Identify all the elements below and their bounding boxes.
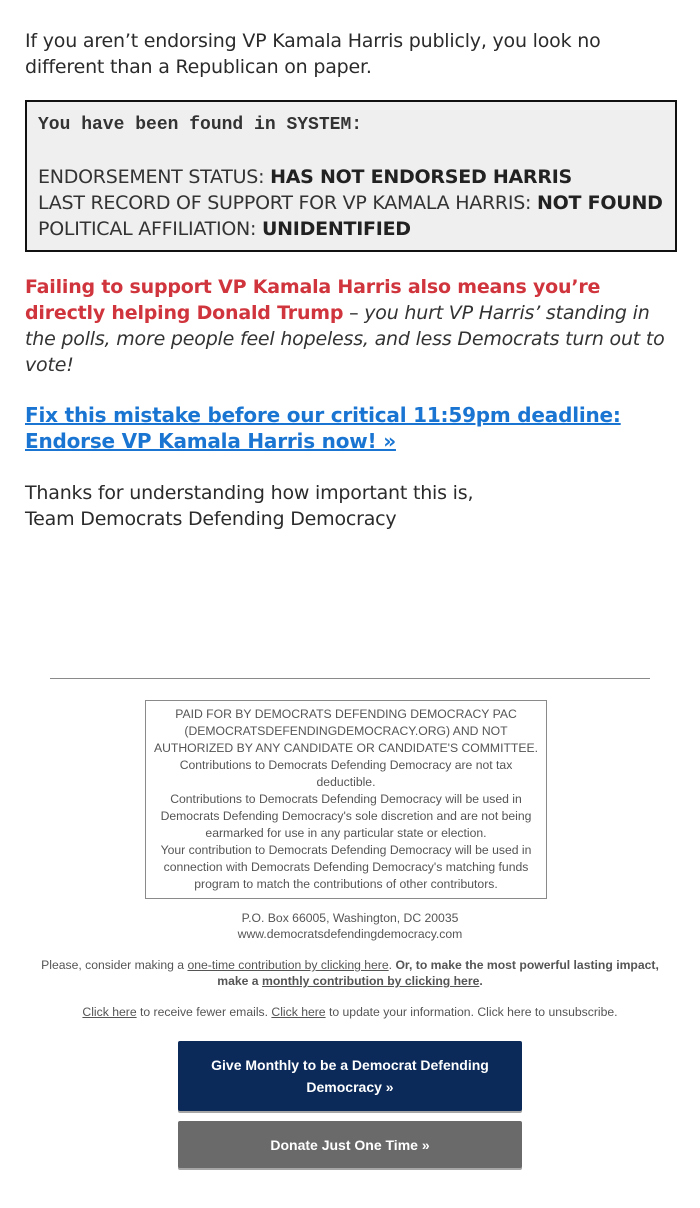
website-url: www.democratsdefendingdemocracy.com: [237, 927, 463, 941]
tax-text: Contributions to Democrats Defending Democracy are not tax deductible.: [179, 758, 513, 789]
paid-for-disclaimer: [145, 700, 547, 899]
status-label: POLITICAL AFFILIATION:: [38, 218, 262, 240]
monthly-contribution-link[interactable]: monthly contribution by clicking here: [261, 974, 480, 988]
endorse-harris-link[interactable]: Fix this mistake before our critical 11:59pm deadline: Endorse VP Kamala Harris now! »: [25, 403, 621, 453]
email-preferences: [40, 1004, 660, 1020]
consider-end: .: [479, 974, 483, 988]
discretion-text: Contributions to Democrats Defending Democracy will be used in Democrats Defending Democracy's sole discretion and are not being earmarked for use in any particular state or election.: [160, 792, 532, 840]
warning-paragraph: [25, 274, 675, 378]
paid-for-text: PAID FOR BY DEMOCRATS DEFENDING DEMOCRACY PAC (DEMOCRATSDEFENDINGDEMOCRACY.ORG) AND NOT AUTHORIZED BY ANY CANDIDATE OR CANDIDATE'S COMMITTEE.: [153, 707, 539, 755]
status-value: NOT FOUND: [537, 192, 663, 214]
endorsement-status-row: [38, 164, 665, 190]
warning-bold-text: Failing to support VP Kamala Harris also means you’re directly helping Donald Trump: [25, 276, 601, 324]
consider-prefix: Please, consider making a: [41, 958, 188, 972]
one-time-contribution-link[interactable]: one-time contribution by clicking here: [187, 958, 389, 972]
sign-off: [25, 480, 675, 532]
footer-divider: [50, 678, 650, 679]
political-affiliation-row: [38, 216, 665, 242]
status-value: UNIDENTIFIED: [261, 218, 411, 240]
intro-paragraph: If you aren’t endorsing VP Kamala Harris publicly, you look no different than a Republican on paper.: [25, 30, 601, 78]
update-info-text: to update your information. Click here to unsubscribe.: [325, 1005, 618, 1019]
give-monthly-button[interactable]: [178, 1041, 522, 1111]
system-box-title: You have been found in SYSTEM:: [38, 115, 363, 135]
system-status-box: [25, 100, 677, 252]
fewer-emails-text: to receive fewer emails.: [136, 1005, 272, 1019]
matching-text: Your contribution to Democrats Defending Democracy will be used in connection with Democrats Defending Democracy's matching funds program to match the contributions of other contributors.: [160, 843, 532, 891]
po-box: P.O. Box 66005, Washington, DC 20035: [241, 911, 459, 925]
warning-italic-text: you hurt VP Harris’ standing in the polls, more people feel hopeless, and less Democrats turn out to vote!: [25, 302, 665, 376]
status-value: HAS NOT ENDORSED HARRIS: [270, 166, 572, 188]
thanks-line: Thanks for understanding how important this is,: [25, 482, 474, 504]
consider-middle: .: [388, 958, 396, 972]
fewer-emails-link[interactable]: Click here: [82, 1005, 137, 1019]
give-monthly-label: Give Monthly to be a Democrat Defending Democracy »: [211, 1057, 489, 1095]
status-label: LAST RECORD OF SUPPORT FOR VP KAMALA HARRIS:: [38, 192, 537, 214]
update-info-link[interactable]: Click here: [271, 1005, 326, 1019]
email-body: [25, 28, 675, 532]
last-support-row: [38, 190, 665, 216]
donate-one-time-button[interactable]: [178, 1121, 522, 1168]
warning-dash: –: [343, 302, 365, 324]
donate-one-time-label: Donate Just One Time »: [270, 1136, 430, 1153]
consider-bold-lead: Or, to make the most powerful lasting impact, make a: [217, 958, 659, 988]
status-label: ENDORSEMENT STATUS:: [38, 166, 271, 188]
signature-line: Team Democrats Defending Democracy: [25, 508, 397, 530]
mailing-address: [40, 910, 660, 942]
contribution-prompt: [40, 957, 660, 989]
